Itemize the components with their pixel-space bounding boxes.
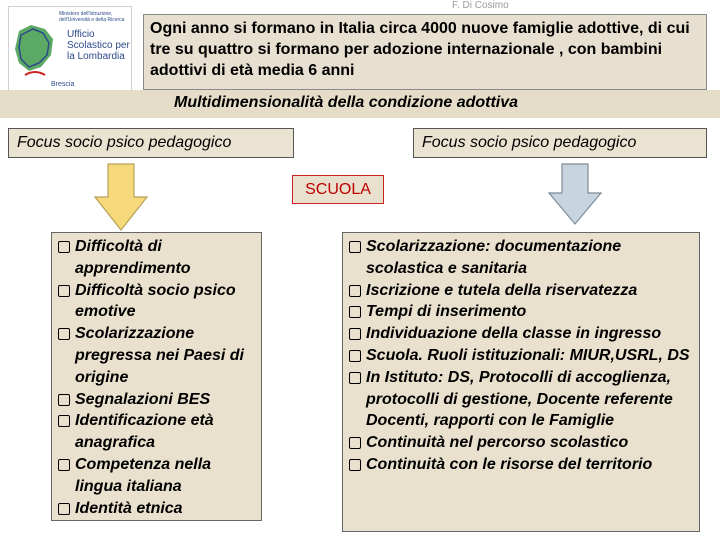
right-list-box (342, 232, 700, 532)
list-item: Identificazione età anagrafica (58, 410, 257, 454)
arrow-down-left-icon (94, 163, 148, 231)
list-item: Difficoltà di apprendimento (58, 236, 257, 280)
list-item: Segnalazioni BES (58, 389, 257, 411)
checkbox-bullet-icon (349, 241, 361, 253)
list-item: Identità etnica (58, 498, 257, 520)
checkbox-bullet-icon (58, 241, 70, 253)
checkbox-bullet-icon (58, 285, 70, 297)
author-label: F. Di Cosimo (452, 0, 509, 11)
checkbox-bullet-icon (58, 459, 70, 471)
checkbox-bullet-icon (349, 285, 361, 297)
checkbox-bullet-icon (58, 503, 70, 515)
lombardia-map-icon (11, 21, 59, 81)
checkbox-bullet-icon (58, 394, 70, 406)
arrow-down-right-icon (548, 163, 602, 225)
scuola-label: SCUOLA (292, 175, 384, 204)
checkbox-bullet-icon (349, 306, 361, 318)
band-title: Multidimensionalità della condizione adottiva (174, 94, 519, 111)
checkbox-bullet-icon (58, 415, 70, 427)
list-item: Competenza nella lingua italiana (58, 454, 257, 498)
checkbox-bullet-icon (349, 437, 361, 449)
focus-left-box: Focus socio psico pedagogico (8, 128, 294, 158)
list-item: Scuola. Ruoli istituzionali: MIUR,USRL, DS (349, 345, 695, 367)
list-item: Scolarizzazione: documentazione scolastica e sanitaria (349, 236, 695, 280)
statistics-box: Ogni anno si formano in Italia circa 4000 nuove famiglie adottive, di cui tre su quattro si formano per adozione internazionale , con bambini adottivi di età media 6 anni (143, 14, 707, 90)
checkbox-bullet-icon (349, 459, 361, 471)
logo-office-text: Ufficio Scolastico per la Lombardia (67, 29, 130, 62)
logo-ministry-text: Ministero dell'Istruzione, dell'Università e della Ricerca (59, 11, 125, 23)
list-item: Iscrizione e tutela della riservatezza (349, 280, 695, 302)
logo-city-text: Brescia (51, 81, 75, 88)
list-item: Difficoltà socio psico emotive (58, 280, 257, 324)
left-list-box (51, 232, 262, 521)
checkbox-bullet-icon (349, 350, 361, 362)
checkbox-bullet-icon (349, 328, 361, 340)
list-item: Individuazione della classe in ingresso (349, 323, 695, 345)
focus-right-box: Focus socio psico pedagogico (413, 128, 707, 158)
list-item: In Istituto: DS, Protocolli di accoglienza, protocolli di gestione, Docente referente Docenti, rapporti con le Famiglie (349, 367, 695, 432)
list-item: Scolarizzazione pregressa nei Paesi di origine (58, 323, 257, 388)
list-item: Continuità nel percorso scolastico (349, 432, 695, 454)
list-item: Continuità con le risorse del territorio (349, 454, 695, 476)
logo (8, 6, 132, 94)
list-item: Tempi di inserimento (349, 301, 695, 323)
checkbox-bullet-icon (349, 372, 361, 384)
checkbox-bullet-icon (58, 328, 70, 340)
